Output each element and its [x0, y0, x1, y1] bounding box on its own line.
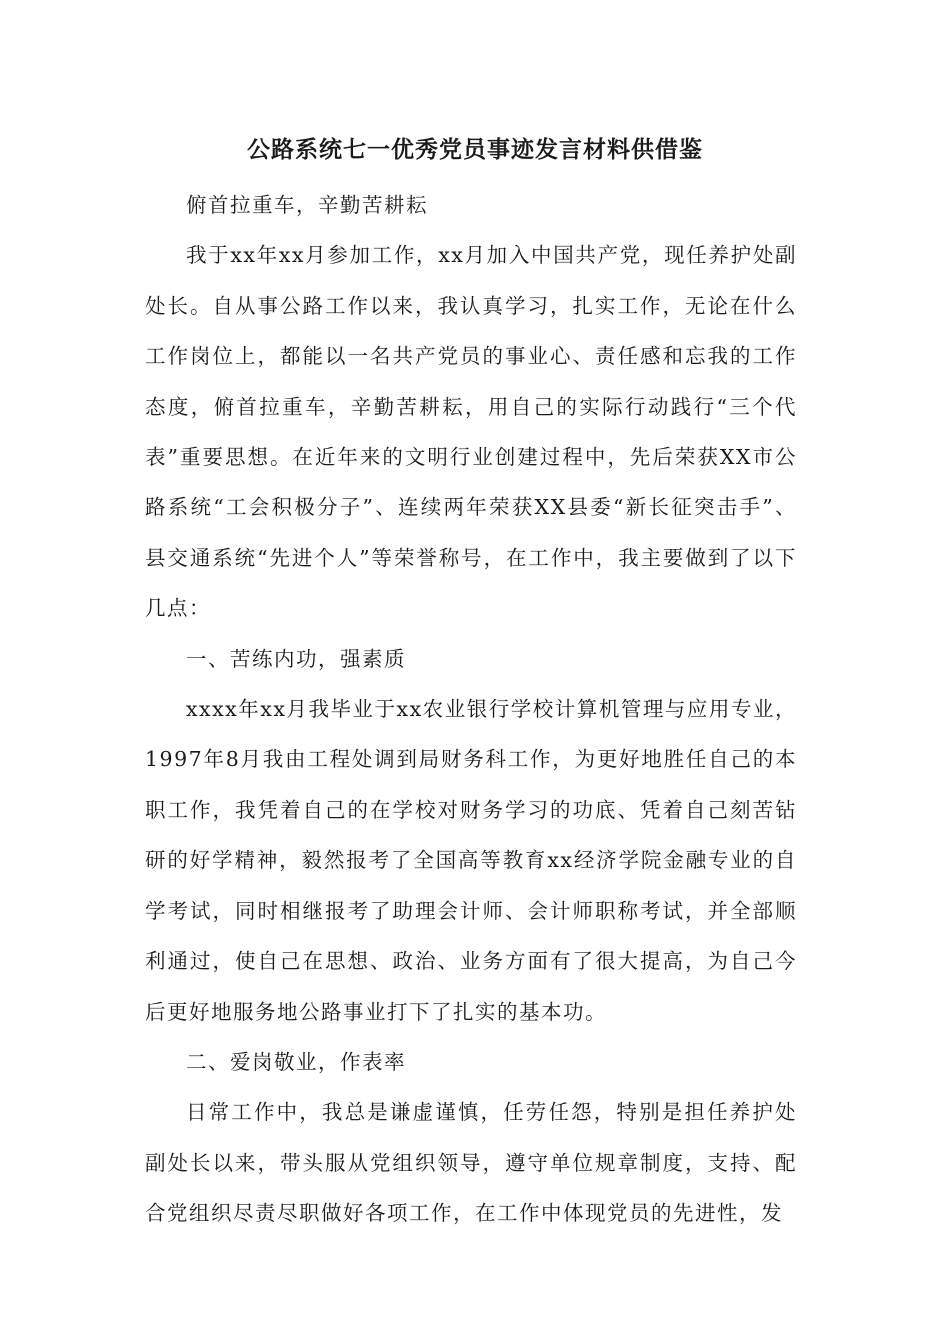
section-2-paragraph: 日常工作中，我总是谦虚谨慎，任劳任怨，特别是担任养护处副处长以来，带头服从党组织领导，遵守单位规章制度，支持、配合党组织尽责尽职做好各项工作，在工作中体现党员的先进性，发: [145, 1100, 797, 1226]
subtitle-paragraph: 俯首拉重车，辛勤苦耕耘: [186, 193, 428, 217]
intro-paragraph: 我于xx年xx月参加工作，xx月加入中国共产党，现任养护处副处长。自从事公路工作以来，我认真学习，扎实工作，无论在什么工作岗位上，都能以一名共产党员的事业心、责任感和忘我的工作态度，俯首拉重车，辛勤苦耕耘，用自己的实际行动践行“三个代表”重要思想。在近年来的文明行业创建过程中，先后荣获XX市公路系统“工会积极分子”、连续两年荣获XX县委“新长征突击手”、县交通系统“先进个人”等荣誉称号，在工作中，我主要做到了以下几点：: [145, 243, 797, 621]
section-heading-2: 二、爱岗敬业，作表率: [186, 1049, 406, 1074]
section-heading-1: 一、苦练内功，强素质: [186, 646, 406, 671]
document-title: 公路系统七一优秀党员事迹发言材料供借鉴: [247, 136, 703, 163]
document-body: [145, 180, 797, 1239]
section-1-paragraph: xxxx年xx月我毕业于xx农业银行学校计算机管理与应用专业，1997年8月我由工程处调到局财务科工作，为更好地胜任自己的本职工作，我凭着自己的在学校对财务学习的功底、凭着自己刻苦钻研的好学精神，毅然报考了全国高等教育xx经济学院金融专业的自学考试，同时相继报考了助理会计师、会计师职称考试，并全部顺利通过，使自己在思想、政治、业务方面有了很大提高，为自己今后更好地服务地公路事业打下了扎实的基本功。: [145, 697, 797, 1024]
